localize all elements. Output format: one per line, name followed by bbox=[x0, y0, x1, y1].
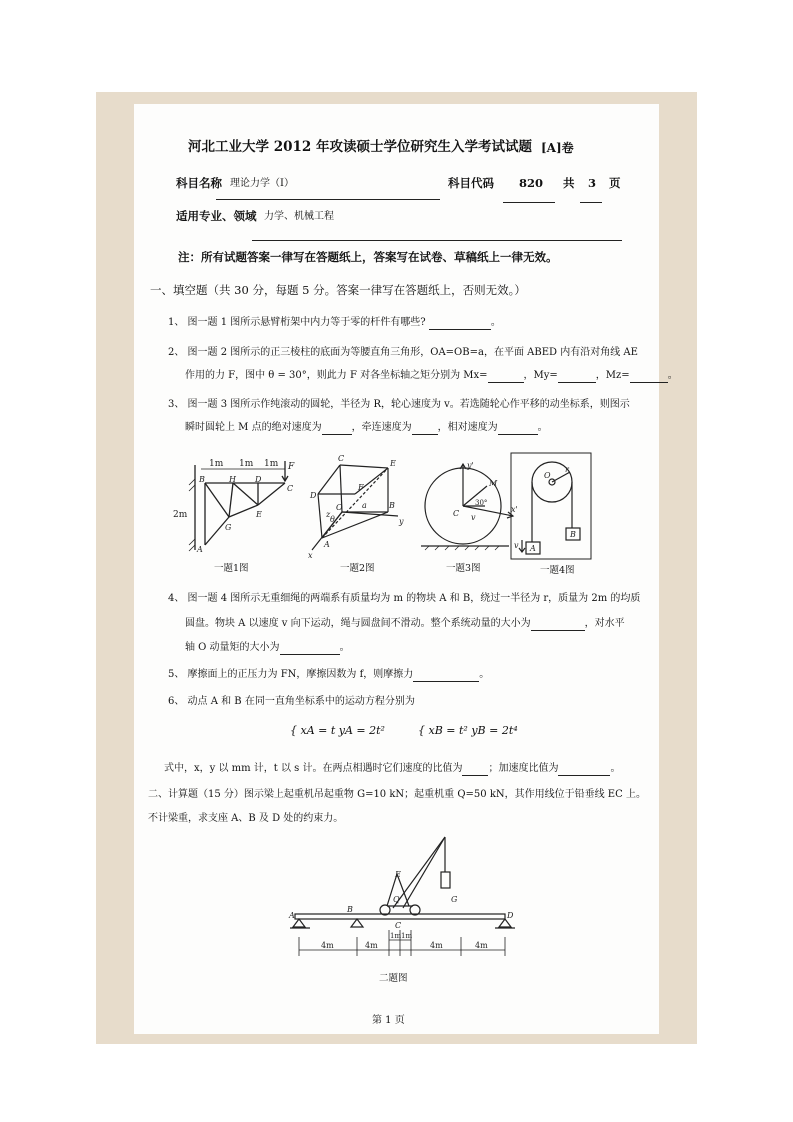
question-5: 5、 摩擦面上的正压力为 FN，摩擦因数为 f，则摩擦力 。 bbox=[168, 669, 490, 680]
fig4-label-r: r bbox=[565, 465, 569, 474]
answer-blank bbox=[412, 423, 438, 435]
fig4-label-A: A bbox=[530, 544, 536, 553]
fig5-dim-5: 4m bbox=[430, 941, 443, 950]
answer-blank bbox=[429, 318, 491, 330]
figure-1-caption: 一题1图 bbox=[214, 563, 249, 574]
pages-prefix: 共 bbox=[563, 176, 575, 190]
fig4-label-v: v bbox=[514, 541, 519, 550]
subject-code-underline bbox=[503, 202, 555, 203]
answer-blank bbox=[488, 371, 524, 383]
fig2-label-C: C bbox=[338, 454, 345, 463]
section1-heading: 一、填空题（共 30 分，每题 5 分。答案一律写在答题纸上，否则无效。） bbox=[150, 283, 526, 297]
major-underline bbox=[252, 240, 622, 241]
fig5-label-D: D bbox=[507, 911, 514, 920]
fig1-dim-3: 1m bbox=[264, 459, 279, 469]
question-4-line1: 4、 图一题 4 图所示无重细绳的两端系有质量均为 m 的物块 A 和 B，绕过一半径为 r，质量为 2m 的均质 bbox=[168, 593, 641, 604]
subject-code-label: 科目代码 bbox=[448, 176, 494, 190]
question-3-line1: 3、 图一题 3 图所示作纯滚动的圆轮，半径为 R，轮心速度为 v。若选随轮心作平移的动坐标系，则图示 bbox=[168, 399, 630, 410]
fig1-dim-2: 1m bbox=[239, 459, 254, 469]
question-1: 1、 图一题 1 图所示悬臂桁架中内力等于零的杆件有哪些? 。 bbox=[168, 317, 501, 328]
answer-blank bbox=[498, 423, 538, 435]
fig5-label-A: A bbox=[289, 911, 295, 920]
fig5-dim-6: 4m bbox=[475, 941, 488, 950]
fig5-dim-4: 1m bbox=[401, 932, 413, 940]
fig5-dim-3: 1m bbox=[390, 932, 402, 940]
major: 力学、机械工程 bbox=[264, 211, 334, 222]
fig4-label-O: O bbox=[544, 471, 551, 480]
answer-blank bbox=[413, 670, 479, 682]
answer-blank bbox=[280, 643, 340, 655]
fig2-label-x: x bbox=[308, 551, 313, 560]
fig3-label-x: x' bbox=[511, 505, 518, 514]
major-label: 适用专业、领域 bbox=[176, 209, 257, 223]
fig1-label-A: A bbox=[197, 545, 203, 554]
fig5-dim-2: 4m bbox=[365, 941, 378, 950]
exam-version: [A]卷 bbox=[541, 141, 574, 155]
fig3-label-angle: 30° bbox=[475, 499, 488, 507]
fig1-label-D: D bbox=[255, 475, 262, 484]
fig2-label-D: D bbox=[310, 491, 317, 500]
fig2-label-z: z bbox=[326, 510, 331, 519]
fig3-label-C: C bbox=[453, 509, 460, 518]
equation-a: { xA = t yA = 2t² bbox=[290, 724, 385, 737]
subject-name-label: 科目名称 bbox=[176, 176, 222, 190]
question-4-line2: 圆盘。物块 A 以速度 v 向下运动，绳与圆盘间不滑动。整个系统动量的大小为 ，对水平 bbox=[185, 618, 625, 629]
fig1-label-G: G bbox=[225, 523, 232, 532]
answer-blank bbox=[558, 371, 596, 383]
question-2-line2: 作用的力 F，图中 θ = 30°，则此力 F 对各坐标轴之矩分别为 Mx= ，My= ，Mz= 。 bbox=[185, 370, 678, 381]
answer-blank bbox=[531, 619, 585, 631]
fig1-label-H: H bbox=[229, 475, 236, 484]
question-6: 6、 动点 A 和 B 在同一直角坐标系中的运动方程分别为 bbox=[168, 696, 415, 707]
question-3-line2: 瞬时圆轮上 M 点的绝对速度为 ，牵连速度为 ，相对速度为 。 bbox=[185, 422, 548, 433]
pages-suffix: 页 bbox=[609, 176, 621, 190]
page-footer: 第 1 页 bbox=[372, 1015, 405, 1026]
fig1-label-C: C bbox=[287, 484, 294, 493]
question-6-tail: 式中，x，y 以 mm 计，t 以 s 计。在两点相遇时它们速度的比值为 ；加速度比值为 。 bbox=[164, 763, 621, 774]
figure-2-prism bbox=[300, 450, 410, 562]
figure-4-caption: 一题4图 bbox=[540, 565, 575, 576]
answer-blank bbox=[322, 423, 352, 435]
fig2-label-theta: θ bbox=[330, 515, 335, 524]
fig2-label-a: a bbox=[362, 501, 367, 510]
fig5-label-C: C bbox=[395, 921, 402, 930]
fig2-label-F: F bbox=[358, 483, 364, 492]
fig1-dim-1: 1m bbox=[209, 459, 224, 469]
exam-note: 注：所有试题答案一律写在答题纸上，答案写在试卷、草稿纸上一律无效。 bbox=[178, 250, 558, 264]
subject-name-underline bbox=[216, 199, 440, 200]
figure-5-caption: 二题图 bbox=[379, 973, 408, 984]
fig5-label-E: E bbox=[395, 870, 401, 879]
subject-name: 理论力学（I） bbox=[230, 178, 294, 189]
answer-blank bbox=[630, 371, 668, 383]
pages-underline bbox=[580, 202, 602, 203]
fig5-dim-1: 4m bbox=[321, 941, 334, 950]
fig3-label-y: y' bbox=[467, 461, 474, 470]
equation-b: { xB = t² yB = 2t⁴ bbox=[418, 724, 518, 737]
question-4-line3: 轴 O 动量矩的大小为 。 bbox=[185, 642, 350, 653]
fig5-label-Q: Q bbox=[393, 895, 400, 904]
fig5-label-B: B bbox=[347, 905, 353, 914]
section2-line1: 二、计算题（15 分）图示梁上起重机吊起重物 G=10 kN；起重机重 Q=50 kN，其作用线位于铅垂线 EC 上。 bbox=[148, 789, 646, 800]
fig1-label-E: E bbox=[256, 510, 262, 519]
exam-title: 河北工业大学 2012 年攻读硕士学位研究生入学考试试题 bbox=[188, 139, 532, 155]
fig2-label-A: A bbox=[324, 540, 330, 549]
fig5-label-G: G bbox=[451, 895, 458, 904]
fig2-label-E: E bbox=[390, 459, 396, 468]
question-2-line1: 2、 图一题 2 图所示的正三棱柱的底面为等腰直角三角形，OA=OB=a，在平面 ABED 内有沿对角线 AE bbox=[168, 347, 638, 358]
figure-2-caption: 一题2图 bbox=[340, 563, 375, 574]
fig1-dim-height: 2m bbox=[173, 510, 188, 520]
figure-3-caption: 一题3图 bbox=[446, 563, 481, 574]
fig3-label-M: M bbox=[489, 479, 498, 488]
fig1-label-F: F bbox=[288, 462, 295, 472]
fig2-label-y: y bbox=[399, 517, 404, 526]
section2-line2: 不计梁重，求支座 A、B 及 D 处的约束力。 bbox=[148, 813, 344, 824]
fig3-label-v: v bbox=[471, 513, 476, 522]
subject-code: 820 bbox=[519, 176, 544, 190]
figure-3-wheel bbox=[415, 458, 525, 558]
fig2-label-O: O bbox=[336, 503, 343, 512]
figure-5-crane-beam bbox=[285, 832, 525, 967]
fig4-label-B: B bbox=[570, 530, 576, 539]
figure-4-pulley bbox=[510, 452, 600, 562]
answer-blank bbox=[462, 764, 488, 776]
fig2-label-B: B bbox=[389, 501, 395, 510]
pages-count: 3 bbox=[588, 176, 597, 190]
fig1-label-B: B bbox=[199, 475, 205, 484]
answer-blank bbox=[558, 764, 610, 776]
